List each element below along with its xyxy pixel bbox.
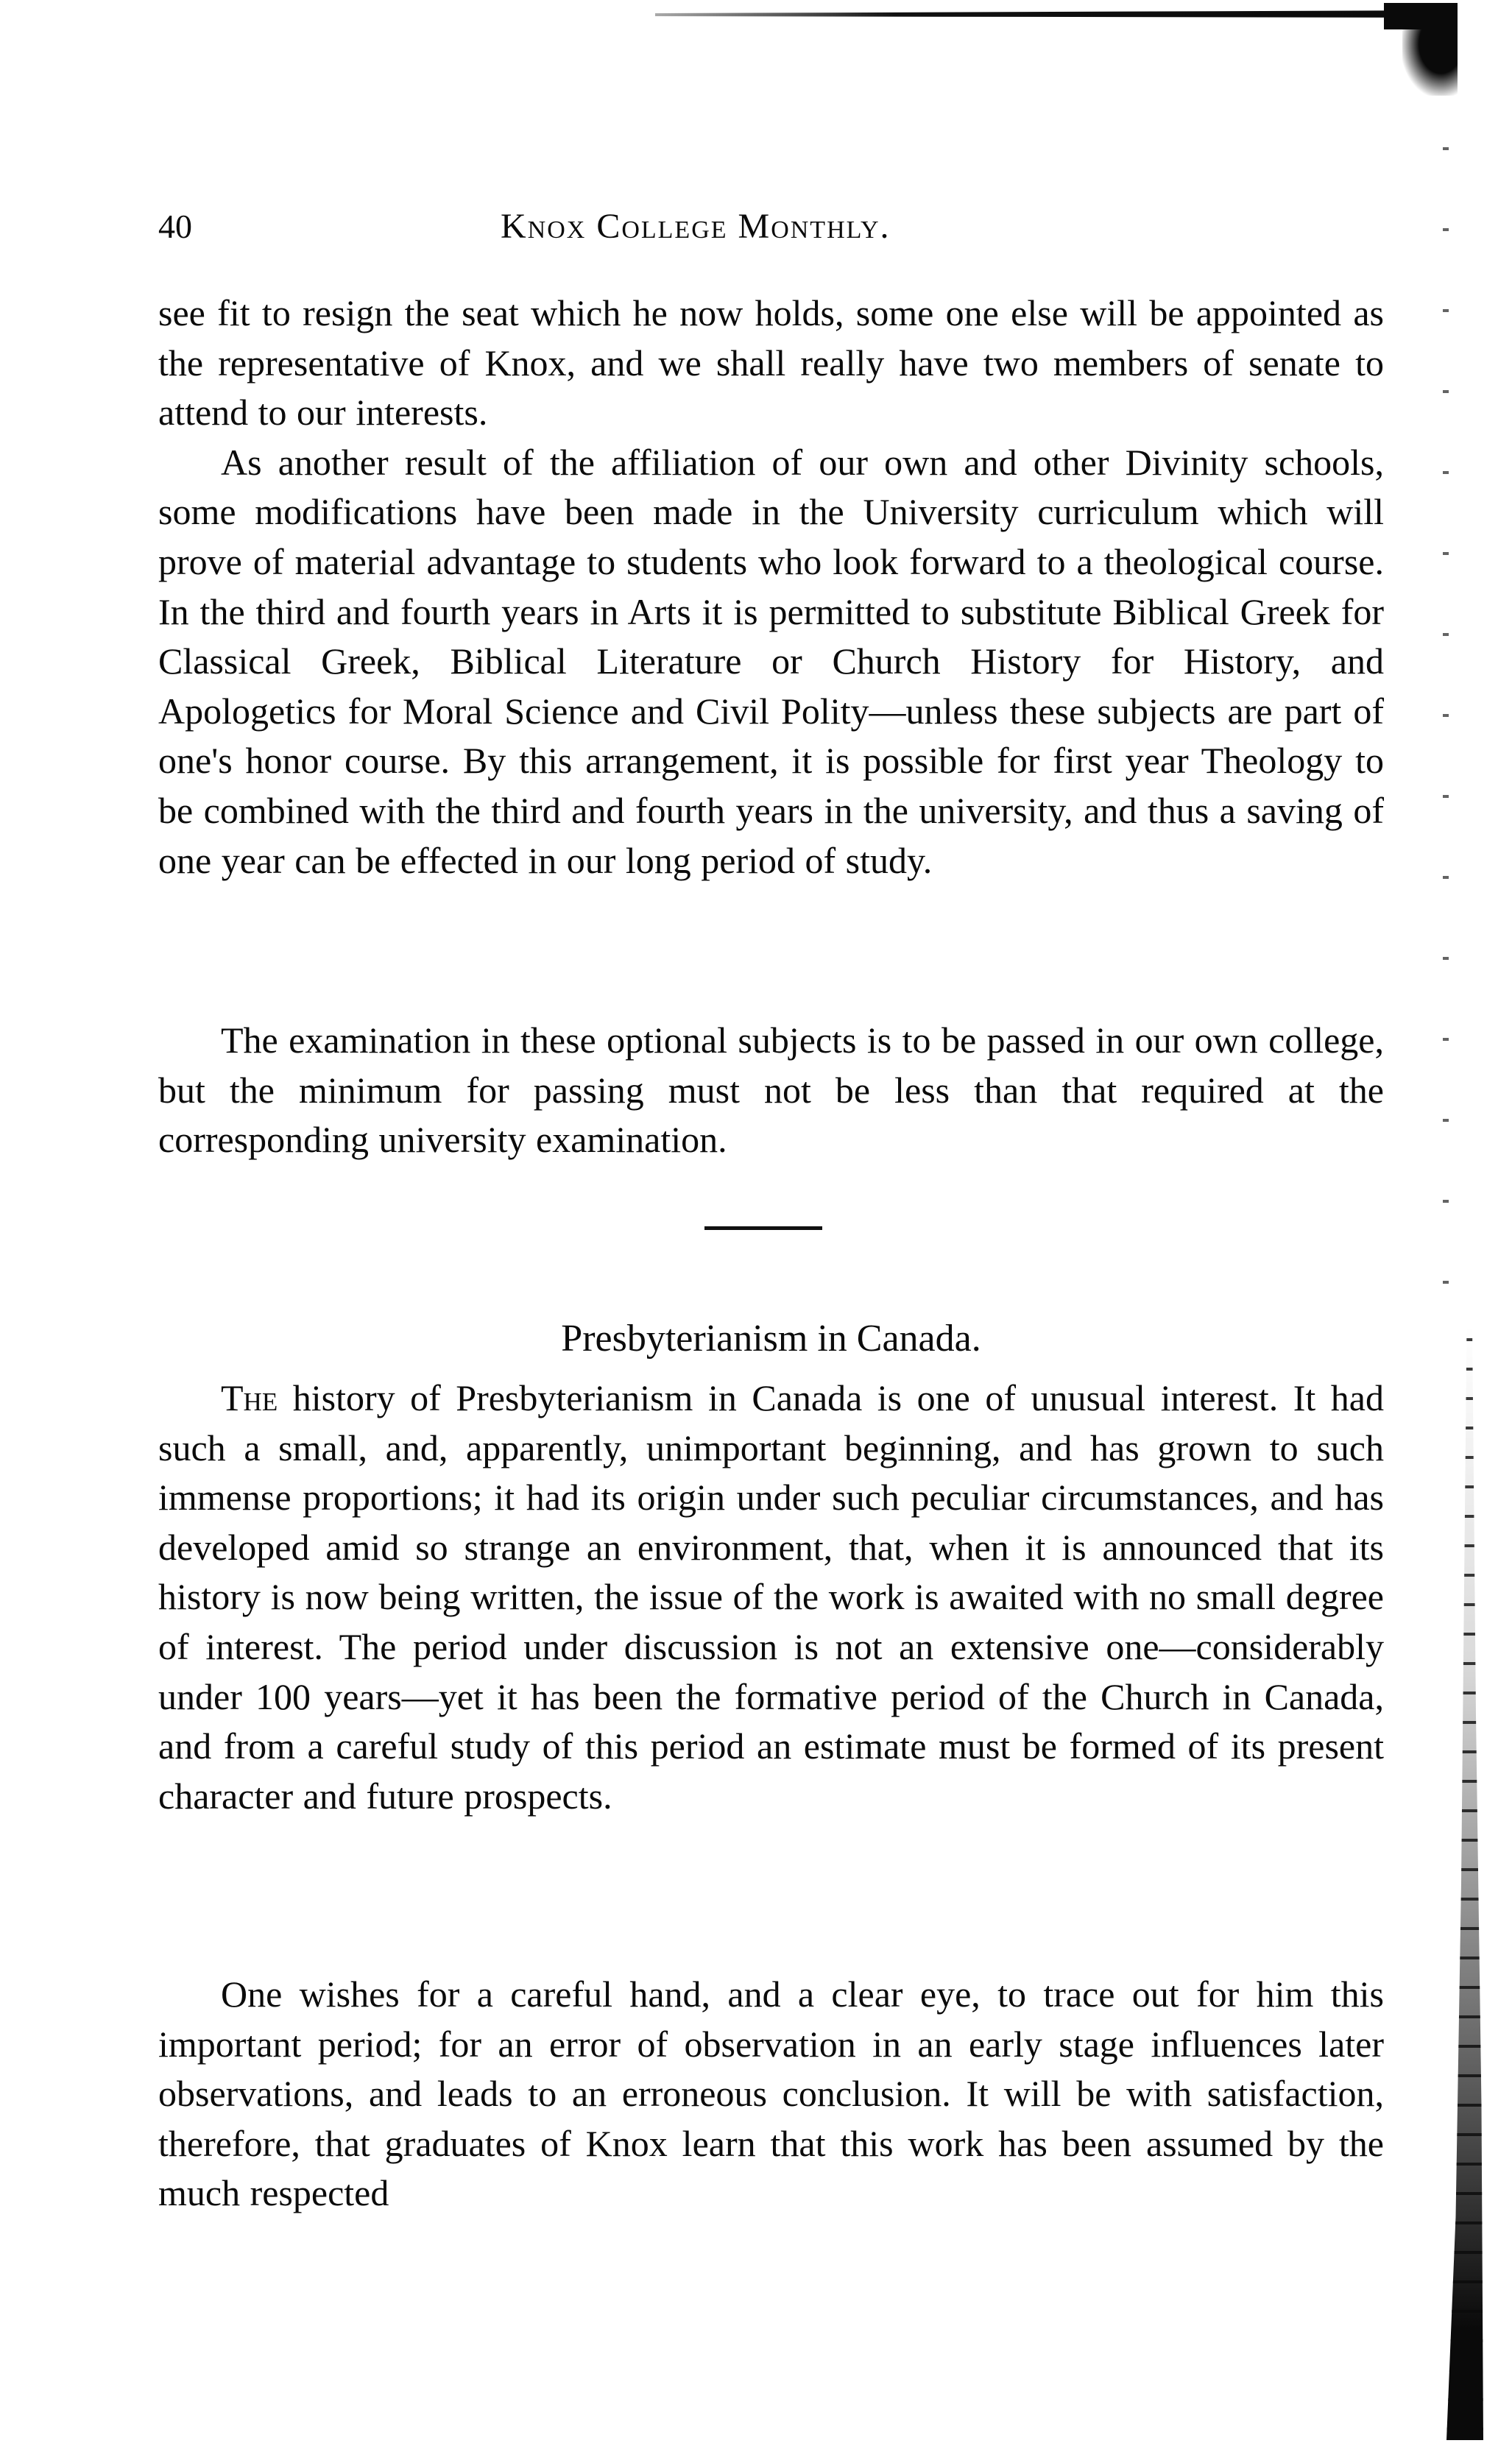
scan-edge-right xyxy=(1446,1325,1483,2440)
journal-title: Knox College Monthly. xyxy=(501,207,891,246)
article-body-continued xyxy=(158,1970,1384,2219)
lead-word: The xyxy=(221,1377,278,1418)
article-body xyxy=(158,1374,1384,1821)
paragraph: One wishes for a careful hand, and a clear eye, to trace out for him this important period; for an error of observation in an early stage influences later observations, and leads to an erroneous conclusion. It will be with satisfaction, therefore, that graduates of Knox learn that this work has been assumed by the much respected xyxy=(158,1973,1384,2214)
scan-corner-smudge xyxy=(1402,22,1458,96)
article-title: Presbyterianism in Canada. xyxy=(561,1318,981,1360)
paragraph: The examination in these optional subjects is to be passed in our own college, but the minimum for passing must not be less than that required at the corresponding university examination. xyxy=(158,1019,1384,1161)
running-header xyxy=(158,197,1384,256)
previous-article-conclusion xyxy=(158,1016,1384,1165)
paragraph xyxy=(158,1374,1384,1821)
previous-article-continuation xyxy=(158,289,1384,886)
scan-edge-top xyxy=(655,10,1458,18)
paragraph: see fit to resign the seat which he now holds, some one else will be appointed as the representative of Knox, and we shall really have two members of senate to attend to our interests. xyxy=(158,292,1384,434)
paragraph-text: history of Presbyterianism in Canada is one of unusual interest. It had such a small, and, apparently, unimportant beginning, and has grown to such immense proportions; it had its origin under such peculiar circumstances, and has developed amid so strange an environment, that, when it is announced that its history is now being written, the issue of the work is awaited with no small degree of interest. The period under discussion is not an extensive one—considerably under 100 years—yet it has been the formative period of the Church in Canada, and from a careful study of this period an estimate must be formed of its present character and future prospects. xyxy=(158,1377,1384,1817)
page-number: 40 xyxy=(158,208,192,245)
scan-margin-specks xyxy=(1443,103,1449,1325)
paragraph: As another result of the affiliation of our own and other Divinity schools, some modifications have been made in the University curriculum which will prove of material advantage to students who look forward to a theological course. In the third and fourth years in Arts it is permitted to substitute Biblical Greek for Classical Greek, Biblical Literature or Church History for History, and Apologetics for Moral Science and Civil Polity—unless these subjects are part of one's honor course. By this arrangement, it is possible for first year Theology to be combined with the third and fourth years in the university, and thus a saving of one year can be effected in our long period of study. xyxy=(158,441,1384,881)
section-divider-rule xyxy=(704,1226,822,1230)
